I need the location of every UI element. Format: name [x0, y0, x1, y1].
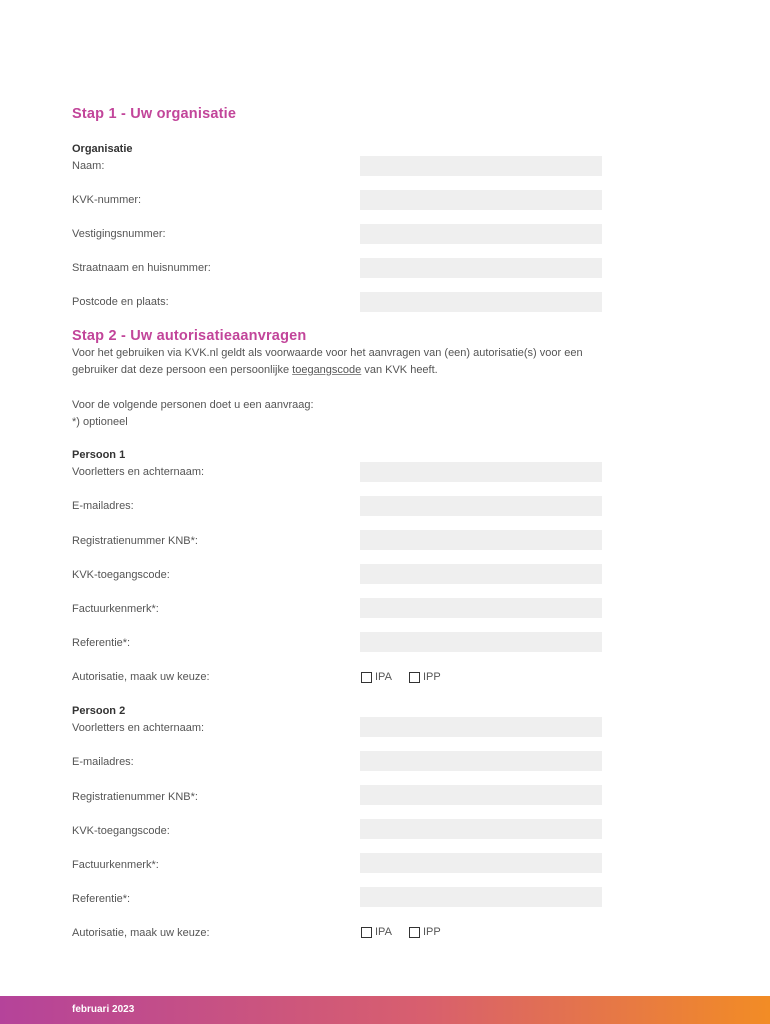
p2-factuurkenmerk-label: Factuurkenmerk*: — [72, 859, 159, 871]
p2-ipp-checkbox[interactable] — [409, 926, 441, 938]
p1-ipp-label: IPP — [423, 671, 441, 683]
p2-referentie-label: Referentie*: — [72, 893, 131, 905]
postcode-label: Postcode en plaats: — [72, 296, 169, 308]
p2-email-field[interactable] — [360, 751, 602, 771]
p2-ipa-label: IPA — [375, 926, 392, 938]
p2-toegangscode-label: KVK-toegangscode: — [72, 825, 170, 837]
p1-autorisatie-label: Autorisatie, maak uw keuze: — [72, 671, 210, 683]
p2-naam-field[interactable] — [360, 717, 602, 737]
vestigingsnummer-field[interactable] — [360, 224, 602, 244]
p1-referentie-field[interactable] — [360, 632, 602, 652]
p2-knb-label: Registratienummer KNB*: — [72, 791, 198, 803]
p1-factuurkenmerk-label: Factuurkenmerk*: — [72, 603, 159, 615]
straatnaam-field[interactable] — [360, 258, 602, 278]
stap1-heading: Stap 1 - Uw organisatie — [72, 106, 237, 122]
intro-text-1: Voor het gebruiken via KVK.nl geldt als voorwaarde voor het aanvragen van (een) autorisatie(s) voor een gebruiker dat deze persoon een persoonlijke — [72, 347, 583, 376]
optioneel-note: *) optioneel — [72, 416, 128, 428]
p1-naam-label: Voorletters en achternaam: — [72, 466, 205, 478]
organisatie-subheading: Organisatie — [72, 143, 133, 155]
p2-toegangscode-field[interactable] — [360, 819, 602, 839]
intro-text-2: van KVK heeft. — [361, 364, 438, 376]
aanvraag-line: Voor de volgende personen doet u een aanvraag: — [72, 399, 314, 411]
checkbox-icon[interactable] — [361, 672, 372, 683]
checkbox-icon[interactable] — [361, 927, 372, 938]
p1-ipa-label: IPA — [375, 671, 392, 683]
p1-email-field[interactable] — [360, 496, 602, 516]
p1-naam-field[interactable] — [360, 462, 602, 482]
p1-email-label: E-mailadres: — [72, 500, 134, 512]
persoon1-heading: Persoon 1 — [72, 449, 126, 461]
naam-field[interactable] — [360, 156, 602, 176]
persoon2-heading: Persoon 2 — [72, 705, 126, 717]
vestigingsnummer-label: Vestigingsnummer: — [72, 228, 166, 240]
p1-referentie-label: Referentie*: — [72, 637, 131, 649]
postcode-field[interactable] — [360, 292, 602, 312]
p2-ipp-label: IPP — [423, 926, 441, 938]
stap2-heading: Stap 2 - Uw autorisatieaanvragen — [72, 328, 307, 344]
p1-ipp-checkbox[interactable] — [409, 671, 441, 683]
checkbox-icon[interactable] — [409, 672, 420, 683]
p2-referentie-field[interactable] — [360, 887, 602, 907]
kvk-nummer-field[interactable] — [360, 190, 602, 210]
checkbox-icon[interactable] — [409, 927, 420, 938]
stap2-intro — [72, 345, 612, 379]
p1-knb-label: Registratienummer KNB*: — [72, 535, 198, 547]
toegangscode-link[interactable]: toegangscode — [292, 364, 362, 376]
p2-autorisatie-label: Autorisatie, maak uw keuze: — [72, 927, 210, 939]
p1-toegangscode-field[interactable] — [360, 564, 602, 584]
naam-label: Naam: — [72, 160, 105, 172]
p1-factuurkenmerk-field[interactable] — [360, 598, 602, 618]
p1-toegangscode-label: KVK-toegangscode: — [72, 569, 170, 581]
footer-date: februari 2023 — [72, 1004, 135, 1015]
p2-knb-field[interactable] — [360, 785, 602, 805]
p2-naam-label: Voorletters en achternaam: — [72, 722, 205, 734]
p2-ipa-checkbox[interactable] — [361, 926, 392, 938]
kvk-nummer-label: KVK-nummer: — [72, 194, 142, 206]
p2-email-label: E-mailadres: — [72, 756, 134, 768]
straatnaam-label: Straatnaam en huisnummer: — [72, 262, 211, 274]
p1-knb-field[interactable] — [360, 530, 602, 550]
p2-factuurkenmerk-field[interactable] — [360, 853, 602, 873]
p1-ipa-checkbox[interactable] — [361, 671, 392, 683]
